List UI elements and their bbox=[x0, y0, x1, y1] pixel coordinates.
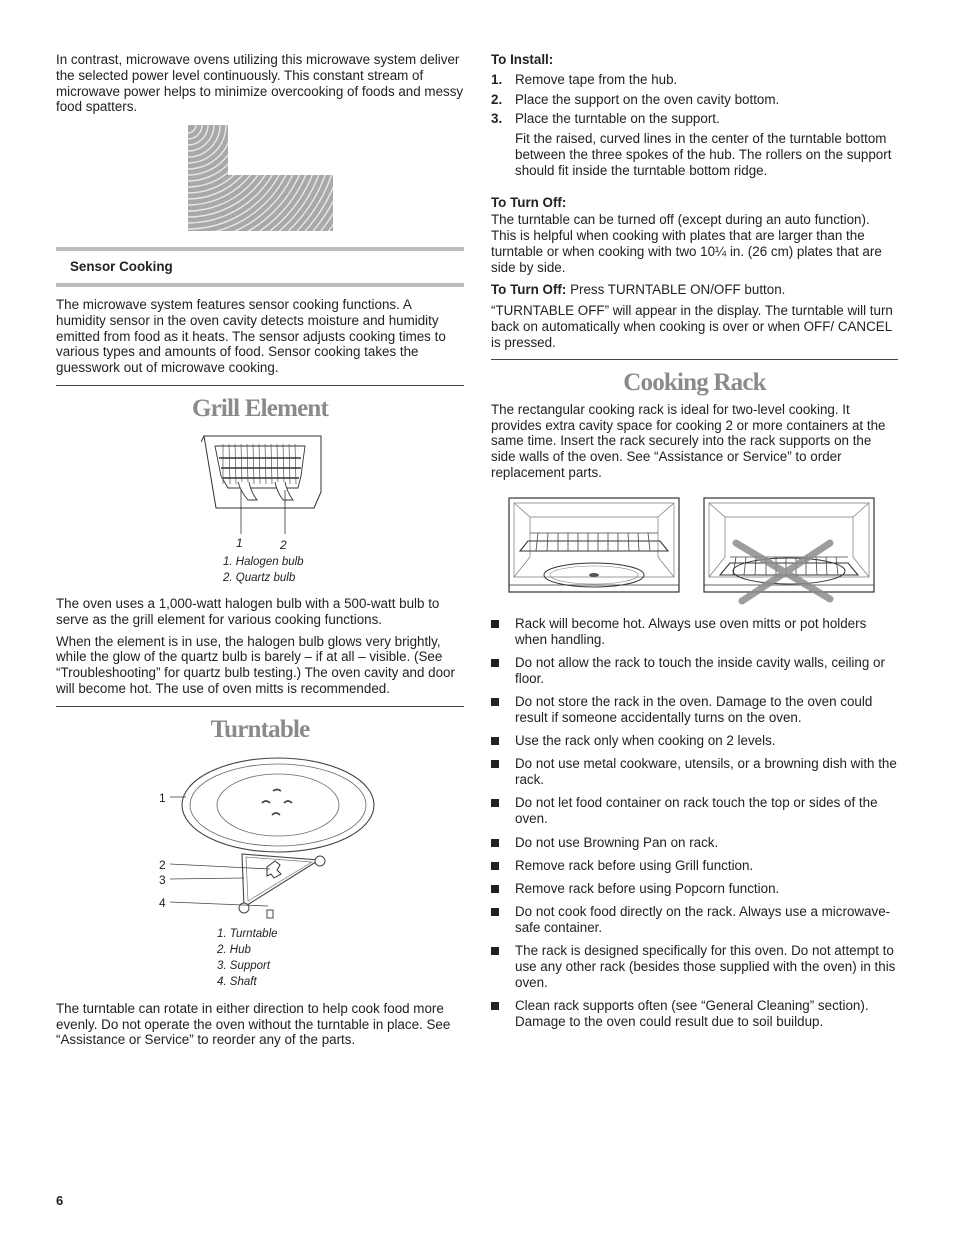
grill-callout-1: 1 bbox=[236, 535, 243, 550]
list-item: Do not cook food directly on the rack. Always use a microwave-safe container. bbox=[491, 904, 898, 936]
grill-title: Grill Element bbox=[191, 394, 329, 422]
caption-halogen-bulb: 1. Halogen bulb bbox=[223, 555, 304, 568]
list-item: Rack will become hot. Always use oven mitts or pot holders when handling. bbox=[491, 616, 898, 648]
bullet-square-icon bbox=[491, 659, 499, 667]
turntable-paragraph: The turntable can rotate in either direction to help cook food more evenly. Do not operate the oven without the turntable in place. See “Assistance or Service” to reorder any of the parts. bbox=[56, 1000, 451, 1048]
rack-paragraph: The rectangular cooking rack is ideal for two-level cooking. It provides extra cavity space for cooking 2 or more containers at the same time. Insert the rack securely into the rack supports on the side walls of the oven. See “Assistance or Service” to order replacement parts. bbox=[491, 401, 886, 480]
list-item: Remove rack before using Popcorn function. bbox=[491, 881, 898, 897]
bullet-square-icon bbox=[491, 862, 499, 870]
rack-warnings-list bbox=[491, 616, 898, 1030]
list-item: Do not let food container on rack touch the top or sides of the oven. bbox=[491, 795, 898, 827]
caption-turntable: 1. Turntable bbox=[217, 927, 278, 940]
grill-captions bbox=[223, 554, 464, 586]
sensor-top-bar bbox=[56, 247, 464, 251]
turntable-divider bbox=[56, 706, 464, 707]
bullet-square-icon bbox=[491, 839, 499, 847]
install-step: 3. Place the turntable on the support. bbox=[491, 111, 720, 127]
bullet-square-icon bbox=[491, 799, 499, 807]
install-step: 2. Place the support on the oven cavity bottom. bbox=[491, 91, 780, 107]
rack-correct-diagram bbox=[508, 497, 680, 593]
list-item: Use the rack only when cooking on 2 levels. bbox=[491, 733, 898, 749]
grill-callout-2: 2 bbox=[280, 537, 287, 552]
install-note: Fit the raised, curved lines in the center of the turntable bottom between the three spokes of the hub. The rollers on the support should fit inside the turntable bottom ridge. bbox=[515, 131, 892, 178]
grill-divider bbox=[56, 385, 464, 386]
caption-support: 3. Support bbox=[217, 959, 271, 972]
grill-paragraph-1: The oven uses a 1,000-watt halogen bulb with a 500-watt bulb to serve as the grill element for various cooking functions. bbox=[56, 595, 440, 627]
turntable-callout-3: 3 bbox=[159, 872, 166, 887]
intro-paragraph: In contrast, microwave ovens utilizing this microwave system deliver the selected power level continuously. This constant stream of microwave power helps to minimize overcooking of foods and messy food spatters. bbox=[56, 52, 464, 115]
bullet-square-icon bbox=[491, 620, 499, 628]
sensor-heading: Sensor Cooking bbox=[70, 259, 173, 275]
bullet-square-icon bbox=[491, 698, 499, 706]
turntable-diagram bbox=[154, 757, 384, 923]
bullet-square-icon bbox=[491, 885, 499, 893]
list-item: Do not allow the rack to touch the inside cavity walls, ceiling or floor. bbox=[491, 655, 898, 687]
list-item: Do not use Browning Pan on rack. bbox=[491, 835, 898, 851]
caption-hub: 2. Hub bbox=[217, 943, 251, 956]
rack-incorrect-diagram bbox=[700, 497, 880, 605]
turntable-callout-2: 2 bbox=[159, 857, 166, 872]
list-item: The rack is designed specifically for this oven. Do not attempt to use any other rack (besides those supplied with the oven) in this oven. bbox=[491, 943, 898, 990]
grill-element-diagram bbox=[201, 432, 326, 552]
rack-diagrams bbox=[491, 497, 898, 605]
list-item: Clean rack supports often (see “General Cleaning” section). Damage to the oven could result due to soil buildup. bbox=[491, 998, 898, 1030]
caption-quartz-bulb: 2. Quartz bulb bbox=[223, 571, 296, 584]
turntable-title: Turntable bbox=[210, 715, 310, 743]
list-item: Do not store the rack in the oven. Damage to the oven could result if someone accidentally turns on the oven. bbox=[491, 694, 898, 726]
turntable-callout-1: 1 bbox=[159, 790, 166, 805]
turnoff-paragraph-1: The turntable can be turned off (except during an auto function). This is helpful when cooking with plates that are larger than the turntable or when cooking with two 10¼ in. (26 cm) plates that are side by side. bbox=[491, 212, 882, 275]
rack-title: Cooking Rack bbox=[623, 368, 766, 396]
microwave-waves-illustration bbox=[188, 125, 333, 231]
bullet-square-icon bbox=[491, 737, 499, 745]
list-item: Do not use metal cookware, utensils, or a browning dish with the rack. bbox=[491, 756, 898, 788]
right-column bbox=[491, 52, 898, 1037]
bullet-square-icon bbox=[491, 947, 499, 955]
bullet-square-icon bbox=[491, 760, 499, 768]
turnoff-instruction: To Turn Off: Press TURNTABLE ON/OFF button. bbox=[491, 281, 786, 297]
bullet-square-icon bbox=[491, 1002, 499, 1010]
turnoff-heading: To Turn Off: bbox=[491, 194, 567, 210]
install-heading: To Install: bbox=[491, 52, 554, 67]
install-steps bbox=[491, 72, 898, 127]
turntable-captions bbox=[217, 926, 464, 990]
left-column bbox=[56, 52, 464, 1054]
list-item: Remove rack before using Grill function. bbox=[491, 858, 898, 874]
install-step: 1. Remove tape from the hub. bbox=[491, 71, 678, 87]
bullet-square-icon bbox=[491, 908, 499, 916]
rack-divider bbox=[491, 359, 898, 360]
turnoff-paragraph-3: “TURNTABLE OFF” will appear in the display. The turntable will turn back on automatically when cooking is over or when OFF/ CANCEL is pressed. bbox=[491, 303, 893, 350]
sensor-bottom-bar bbox=[56, 283, 464, 287]
grill-paragraph-2: When the element is in use, the halogen bulb glows very brightly, while the glow of the quartz bulb is barely – if at all – visible. (See “Troubleshooting” for quartz bulb testing.) The oven cavity and door will become hot. The use of oven mitts is recommended. bbox=[56, 633, 455, 696]
caption-shaft: 4. Shaft bbox=[217, 975, 257, 988]
sensor-paragraph: The microwave system features sensor cooking functions. A humidity sensor in the oven cavity detects moisture and humidity emitted from food as it heats. The sensor adjusts cooking times to various types and amounts of food. Sensor cooking takes the guesswork out of microwave cooking. bbox=[56, 296, 446, 376]
turntable-callout-4: 4 bbox=[159, 895, 166, 910]
page-number: 6 bbox=[56, 1193, 64, 1208]
